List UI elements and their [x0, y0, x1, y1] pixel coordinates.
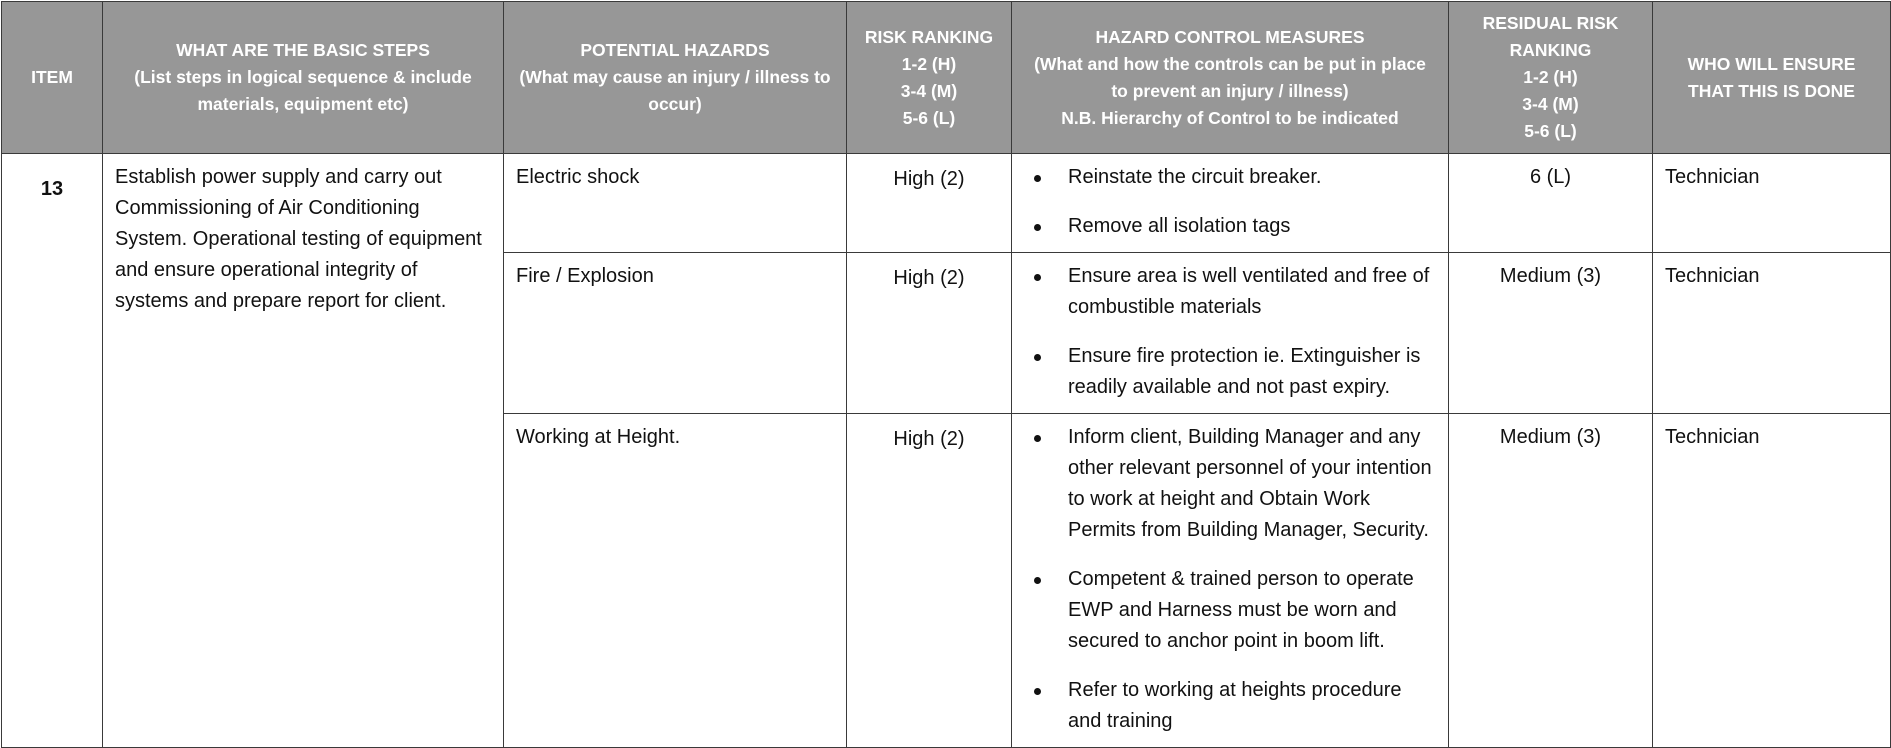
control-item: Ensure fire protection ie. Extinguisher is readily available and not past expiry.: [1022, 341, 1438, 403]
table-row: [2, 154, 1891, 253]
responsible-cell: Technician: [1653, 253, 1891, 414]
residual-risk-cell: 6 (L): [1449, 154, 1653, 253]
header-basic-steps: WHAT ARE THE BASIC STEPS (List steps in logical sequence & include materials, equipment etc): [103, 2, 504, 154]
bullet-icon: [1034, 175, 1041, 182]
controls-cell: [1012, 253, 1449, 414]
control-item: Refer to working at heights procedure and training: [1022, 675, 1438, 737]
risk-assessment-table: [1, 1, 1891, 748]
hazard-cell: Working at Height.: [504, 414, 847, 748]
risk-ranking-cell: High (2): [847, 414, 1012, 748]
residual-risk-cell: Medium (3): [1449, 253, 1653, 414]
bullet-icon: [1034, 224, 1041, 231]
item-number: 13: [2, 154, 103, 748]
control-item: Competent & trained person to operate EWP and Harness must be worn and secured to anchor point in boom lift.: [1022, 564, 1438, 657]
residual-risk-cell: Medium (3): [1449, 414, 1653, 748]
header-item: ITEM: [2, 2, 103, 154]
risk-ranking-cell: High (2): [847, 253, 1012, 414]
header-who-ensures: WHO WILL ENSURE THAT THIS IS DONE: [1653, 2, 1891, 154]
control-item: Reinstate the circuit breaker.: [1022, 162, 1438, 193]
risk-ranking-cell: High (2): [847, 154, 1012, 253]
control-item: Inform client, Building Manager and any other relevant personnel of your intention to work at height and Obtain Work Permits from Building Manager, Security.: [1022, 422, 1438, 546]
control-item: Remove all isolation tags: [1022, 211, 1438, 242]
header-hazard-controls: HAZARD CONTROL MEASURES (What and how the controls can be put in place to prevent an injury / illness) N.B. Hierarchy of Control to be indicated: [1012, 2, 1449, 154]
header-row: [2, 2, 1891, 154]
responsible-cell: Technician: [1653, 154, 1891, 253]
bullet-icon: [1034, 688, 1041, 695]
control-item: Ensure area is well ventilated and free of combustible materials: [1022, 261, 1438, 323]
controls-cell: [1012, 414, 1449, 748]
header-risk-ranking: RISK RANKING 1-2 (H) 3-4 (M) 5-6 (L): [847, 2, 1012, 154]
bullet-icon: [1034, 274, 1041, 281]
basic-steps-cell: Establish power supply and carry out Commissioning of Air Conditioning System. Operational testing of equipment and ensure operational integrity of systems and prepare report for client.: [103, 154, 504, 748]
controls-cell: [1012, 154, 1449, 253]
responsible-cell: Technician: [1653, 414, 1891, 748]
bullet-icon: [1034, 435, 1041, 442]
header-potential-hazards: POTENTIAL HAZARDS (What may cause an injury / illness to occur): [504, 2, 847, 154]
header-residual-risk: RESIDUAL RISK RANKING 1-2 (H) 3-4 (M) 5-6 (L): [1449, 2, 1653, 154]
hazard-cell: Fire / Explosion: [504, 253, 847, 414]
bullet-icon: [1034, 354, 1041, 361]
bullet-icon: [1034, 577, 1041, 584]
hazard-cell: Electric shock: [504, 154, 847, 253]
